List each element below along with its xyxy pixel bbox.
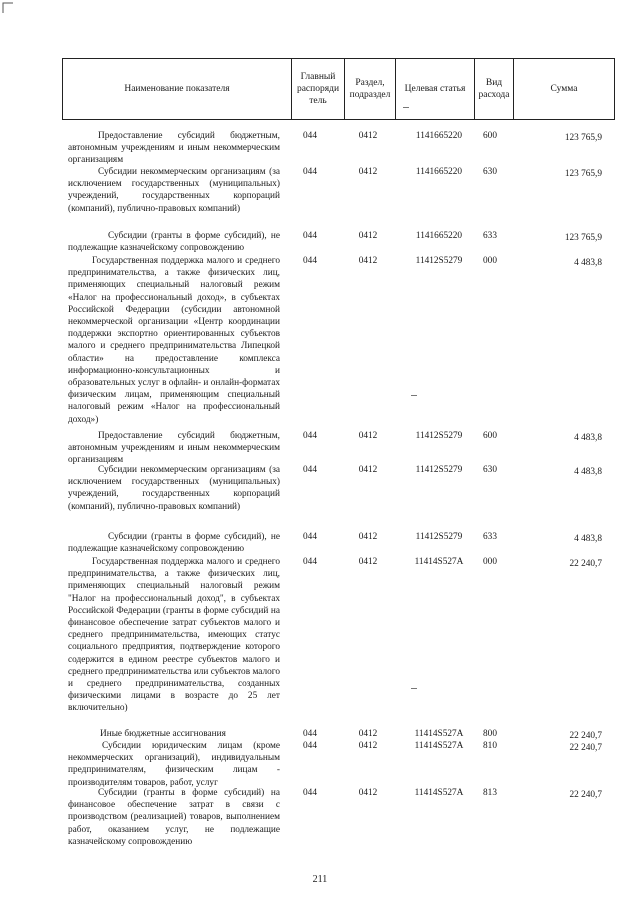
row-razdel: 0412 <box>358 231 378 241</box>
header-name: Наименование показателя <box>124 84 230 94</box>
row-name: Субсидии (гранты в форме субсидий) на финансовое обеспечение затрат в связи с производством (реализацией) товаров, выполнением работ, оказанием услуг, не подлежащие казначейскому сопровождению <box>68 788 280 847</box>
header-vid: Вид расхода <box>478 78 510 100</box>
row-name: Субсидии некоммерческим организациям (за исключением государственных (муниципальных) учреждений, государственных корпораций (компаний), публично-правовых компаний) <box>68 465 280 512</box>
row-glavny: 044 <box>303 431 317 441</box>
row-celevaya: 1141665220 <box>415 131 463 141</box>
row-glavny: 044 <box>303 532 317 542</box>
row-celevaya: 11414S527A <box>414 557 464 567</box>
row-name: Субсидии (гранты в форме субсидий), не подлежащие казначейскому сопровождению <box>68 231 280 254</box>
row-vid: 000 <box>483 557 497 567</box>
corner-mark-icon <box>2 2 14 14</box>
row-glavny: 044 <box>303 231 317 241</box>
header-glavny: Главный распоряди тель <box>296 72 340 106</box>
row-summa: 22 240,7 <box>569 731 602 741</box>
row-glavny: 044 <box>303 131 317 141</box>
row-celevaya: 1141665220 <box>415 231 463 241</box>
row-summa: 123 765,9 <box>564 233 602 243</box>
page-number: 211 <box>312 874 328 885</box>
row-name: Субсидии (гранты в форме субсидий), не подлежащие казначейскому сопровождению <box>68 532 280 555</box>
row-glavny: 044 <box>303 741 317 751</box>
row-vid: 600 <box>483 131 497 141</box>
row-vid: 800 <box>483 729 497 739</box>
row-celevaya: 11414S527A <box>414 788 464 798</box>
row-name: Государственная поддержка малого и среднего предпринимательства, а также физических лиц, применяющих специальный налоговый режим «Налог на профессиональный доход», в субъектах Российской Федерации (субсидии автономной некоммерческой организации «Центр координации поддержки экспортно ориентированных субъектов малого и среднего предпринимательства Липецкой области» на предоставление комплекса информационно-консультационных и образовательных услуг в офлайн- и онлайн-форматах физическим лицам, применяющим специальный налоговый режим «Налог на профессиональный доход») <box>68 256 280 425</box>
row-celevaya: 1141665220 <box>415 167 463 177</box>
row-razdel: 0412 <box>358 557 378 567</box>
row-celevaya: 11412S5279 <box>415 256 463 266</box>
row-vid: 630 <box>483 465 497 475</box>
row-razdel: 0412 <box>358 431 378 441</box>
row-vid: 633 <box>483 532 497 542</box>
header-celevaya: Целевая статья <box>404 84 466 94</box>
row-summa: 22 240,7 <box>569 559 602 569</box>
row-celevaya: 11412S5279 <box>415 431 463 441</box>
scan-speck <box>403 107 409 108</box>
row-celevaya: 11412S5279 <box>415 532 463 542</box>
row-razdel: 0412 <box>358 741 378 751</box>
row-celevaya: 11414S527A <box>414 729 464 739</box>
row-celevaya: 11412S5279 <box>415 465 463 475</box>
row-glavny: 044 <box>303 788 317 798</box>
table-header <box>62 58 615 120</box>
row-name: Предоставление субсидий бюджетным, автономным учреждениям и иным некоммерческим организациям <box>68 131 280 166</box>
row-razdel: 0412 <box>358 788 378 798</box>
row-name: Субсидии юридическим лицам (кроме некоммерческих организаций), индивидуальным предпринимателям, физическим лицам - производителям товаров, работ, услуг <box>68 741 280 788</box>
row-glavny: 044 <box>303 729 317 739</box>
row-summa: 123 765,9 <box>564 169 602 179</box>
row-summa: 22 240,7 <box>569 790 602 800</box>
row-razdel: 0412 <box>358 167 378 177</box>
header-summa: Сумма <box>550 84 578 94</box>
row-name: Субсидии некоммерческим организациям (за исключением государственных (муниципальных) учреждений, государственных корпораций (компаний), публично-правовых компаний) <box>68 167 280 214</box>
row-vid: 600 <box>483 431 497 441</box>
row-razdel: 0412 <box>358 729 378 739</box>
row-glavny: 044 <box>303 465 317 475</box>
row-name: Предоставление субсидий бюджетным, автономным учреждениям и иным некоммерческим организациям <box>68 431 280 466</box>
header-razdel: Раздел, подраздел <box>349 78 391 100</box>
row-razdel: 0412 <box>358 532 378 542</box>
row-vid: 810 <box>483 741 497 751</box>
row-razdel: 0412 <box>358 256 378 266</box>
row-summa: 4 483,8 <box>574 534 602 544</box>
row-vid: 630 <box>483 167 497 177</box>
row-celevaya: 11414S527A <box>414 741 464 751</box>
row-summa: 4 483,8 <box>574 467 602 477</box>
row-summa: 4 483,8 <box>574 433 602 443</box>
row-name: Иные бюджетные ассигнования <box>100 729 226 739</box>
scan-speck <box>411 395 417 396</box>
row-summa: 4 483,8 <box>574 258 602 268</box>
row-summa: 123 765,9 <box>564 133 602 143</box>
row-razdel: 0412 <box>358 465 378 475</box>
row-glavny: 044 <box>303 167 317 177</box>
row-vid: 633 <box>483 231 497 241</box>
row-vid: 000 <box>483 256 497 266</box>
row-glavny: 044 <box>303 557 317 567</box>
row-vid: 813 <box>483 788 497 798</box>
row-razdel: 0412 <box>358 131 378 141</box>
row-summa: 22 240,7 <box>569 743 602 753</box>
scan-speck <box>411 688 417 689</box>
row-name: Государственная поддержка малого и среднего предпринимательства, а также физических лиц, применяющих специальный налоговый режим "Налог на профессиональный доход", в субъектах Российской Федерации (гранты в форме субсидий на финансовое обеспечение затрат субъектов малого и среднего предпринимательства, имеющих статус социального предприятия, подтверждение которого содержится в едином реестре субъектов малого и среднего предпринимательства или субъектов малого и среднего предпринимательства, созданных физическими лицами в возрасте до 25 лет включительно) <box>68 557 280 714</box>
row-glavny: 044 <box>303 256 317 266</box>
